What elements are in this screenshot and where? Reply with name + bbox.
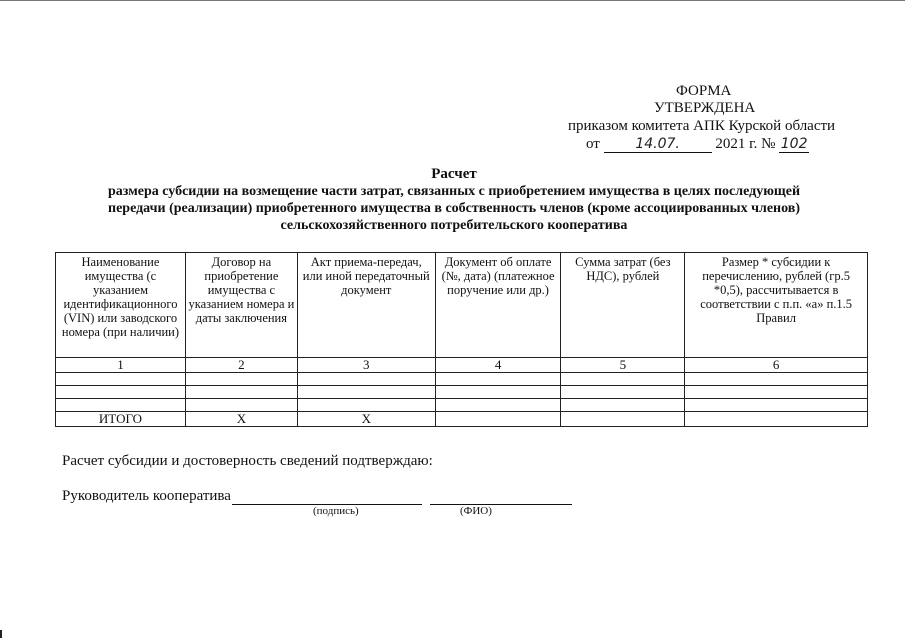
header-cell: Размер * субсидии к перечислению, рублей (гр.5 *0,5), рассчитывается в соответствии с п.п. «а» п.1.5 Правил (685, 253, 868, 358)
document-title (60, 166, 848, 234)
table-row (56, 386, 868, 399)
table-cell (56, 386, 186, 399)
table-cell (297, 399, 435, 412)
table-cell (435, 373, 561, 386)
handwritten-order-number: 102 (780, 136, 808, 152)
subsidy-calculation-table (55, 252, 868, 427)
handwritten-date: 14.07. (604, 137, 712, 153)
table-cell (685, 386, 868, 399)
table-cell (435, 386, 561, 399)
form-label: ФОРМА (676, 83, 732, 99)
signature-caption: (подпись) (313, 505, 359, 517)
table-row (56, 373, 868, 386)
total-cell: X (185, 412, 297, 427)
total-cell (561, 412, 685, 427)
order-text: приказом комитета АПК Курской области (568, 118, 836, 134)
header-cell: Акт приема-передач, или иной передаточный документ (297, 253, 435, 358)
approved-label: УТВЕРЖДЕНА (654, 100, 756, 116)
header-cell: Наименование имущества (с указанием идентификационного (VIN) или заводского номера (при наличии) (56, 253, 186, 358)
fio-line (430, 504, 572, 505)
total-cell: ИТОГО (56, 412, 186, 427)
date-prefix: от (586, 136, 600, 152)
confirmation-text: Расчет субсидии и достоверность сведений подтверждаю: (62, 453, 433, 469)
column-number: 5 (561, 358, 685, 373)
table-cell (297, 373, 435, 386)
table-cell (685, 399, 868, 412)
table-cell (185, 373, 297, 386)
table-cell (56, 373, 186, 386)
table-cell (685, 373, 868, 386)
column-number: 6 (685, 358, 868, 373)
title-line-2: передачи (реализации) приобретенного имущества в собственность членов (кроме ассоциированных членов) (108, 201, 800, 216)
column-number-row (56, 358, 868, 373)
signature-label: Руководитель кооператива (62, 488, 231, 504)
title-line-3: сельскохозяйственного потребительского кооператива (280, 218, 628, 233)
title-main: Расчет (431, 166, 477, 182)
title-line-1: размера субсидии на возмещение части затрат, связанных с приобретением имущества в целях последующей (107, 184, 801, 199)
table-cell (561, 386, 685, 399)
header-cell: Договор на приобретение имущества с указанием номера и даты заключения (185, 253, 297, 358)
column-number: 3 (297, 358, 435, 373)
table-row (56, 399, 868, 412)
table-cell (561, 373, 685, 386)
total-row (56, 412, 868, 427)
table-header-row (56, 253, 868, 358)
total-cell: X (297, 412, 435, 427)
table-cell (185, 386, 297, 399)
header-cell: Сумма затрат (без НДС), рублей (561, 253, 685, 358)
fio-caption: (ФИО) (460, 505, 492, 517)
table-cell (561, 399, 685, 412)
column-number: 1 (56, 358, 186, 373)
total-cell (435, 412, 561, 427)
scan-edge-mark (0, 630, 2, 638)
header-cell: Документ об оплате (№, дата) (платежное поручение или др.) (435, 253, 561, 358)
year-text: 2021 г. № (715, 136, 776, 152)
top-border-line (0, 0, 905, 1)
table-cell (297, 386, 435, 399)
table-cell (185, 399, 297, 412)
table-cell (435, 399, 561, 412)
column-number: 4 (435, 358, 561, 373)
column-number: 2 (185, 358, 297, 373)
order-date-line (586, 135, 809, 153)
table-cell (56, 399, 186, 412)
total-cell (685, 412, 868, 427)
